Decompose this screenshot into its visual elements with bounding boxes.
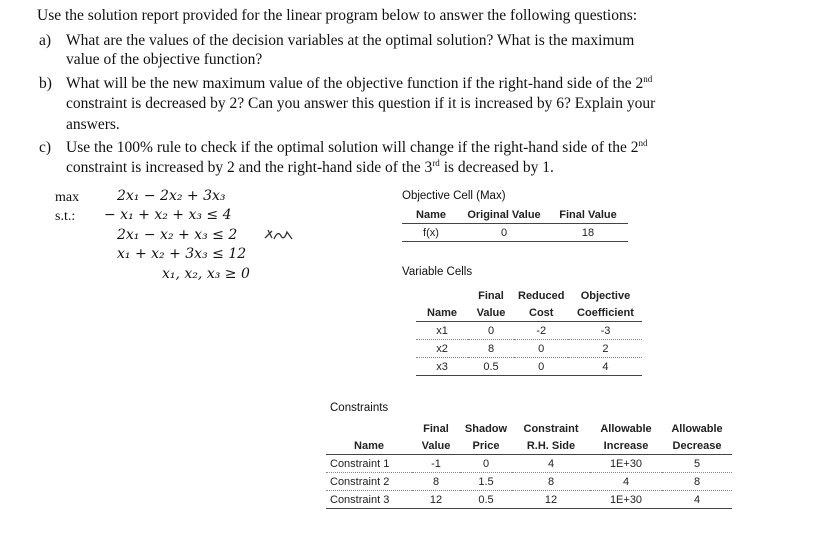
var-x1-reduced-cost: -2 <box>514 322 568 340</box>
con3-final-value: 12 <box>412 491 460 509</box>
question-c-line2: constraint is increased by 2 and the right-hand side of the 3rd is decreased by 1. <box>66 157 554 176</box>
objective-header-original: Original Value <box>460 206 548 224</box>
con-header-decrease: Decrease <box>662 437 732 455</box>
con1-rhs: 4 <box>512 455 590 473</box>
con-header-name: Name <box>326 437 412 455</box>
con-header-price: Price <box>460 437 512 455</box>
var-header-coefficient: Coefficient <box>568 304 642 322</box>
question-b-line2: constraint is decreased by 2? Can you answer this question if it is increased by 6? Explain your <box>66 95 656 112</box>
objective-final-value: 18 <box>548 224 628 242</box>
con-header-top-name <box>326 420 412 437</box>
var-x2-reduced-cost: 0 <box>514 340 568 358</box>
con-header-top-allow-dec: Allowable <box>671 422 723 435</box>
question-b-line3: answers. <box>66 116 120 133</box>
var-x3-reduced-cost: 0 <box>514 358 568 376</box>
con1-allowable-increase: 1E+30 <box>590 455 662 473</box>
con-header-top-constraint: Constraint <box>523 422 579 435</box>
question-a-line1: What are the values of the decision variables at the optimal solution? What is the maximum <box>66 32 635 49</box>
variable-cells-table <box>416 287 642 376</box>
var-header-top-final: Final <box>478 289 504 302</box>
lp-constraint-2: 2x₁ − x₂ + x₃ ≤ 2 <box>117 227 238 243</box>
con-header-top-allow-inc: Allowable <box>600 422 652 435</box>
objective-cell-table <box>402 206 628 242</box>
table-row <box>326 455 732 473</box>
lp-constraint-1: − x₁ + x₂ + x₃ ≤ 4 <box>104 207 232 223</box>
con2-allowable-increase: 4 <box>590 473 662 491</box>
var-header-value: Value <box>468 304 514 322</box>
var-header-cost: Cost <box>514 304 568 322</box>
var-header-top-objective: Objective <box>580 289 631 302</box>
objective-cell-title: Objective Cell (Max) <box>402 190 506 202</box>
table-row <box>416 322 642 340</box>
con3-rhs: 12 <box>512 491 590 509</box>
var-x1-name: x1 <box>416 322 468 340</box>
con1-final-value: -1 <box>412 455 460 473</box>
con3-name: Constraint 3 <box>326 491 412 509</box>
var-x3-name: x3 <box>416 358 468 376</box>
con2-name: Constraint 2 <box>326 473 412 491</box>
objective-original-value: 0 <box>460 224 548 242</box>
lp-constraint-3: x₁ + x₂ + 3x₃ ≤ 12 <box>117 246 247 262</box>
var-header-name: Name <box>416 304 468 322</box>
con-header-top-shadow: Shadow <box>464 422 508 435</box>
constraints-table <box>326 420 732 509</box>
con1-allowable-decrease: 5 <box>662 455 732 473</box>
question-b-label: b) <box>39 75 52 92</box>
var-x2-coefficient: 2 <box>568 340 642 358</box>
lp-st-label: s.t.: <box>55 209 76 224</box>
intro-text: Use the solution report provided for the linear program below to answer the following questions: <box>37 7 638 24</box>
constraints-title: Constraints <box>330 402 389 414</box>
question-a-line2: value of the objective function? <box>66 51 263 68</box>
objective-cell-name: f(x) <box>402 224 460 242</box>
table-row <box>326 491 732 509</box>
con1-name: Constraint 1 <box>326 455 412 473</box>
lp-max-label: max <box>55 190 80 205</box>
question-a-label: a) <box>39 32 52 49</box>
con2-final-value: 8 <box>412 473 460 491</box>
var-header-top-reduced: Reduced <box>518 289 565 302</box>
con3-allowable-increase: 1E+30 <box>590 491 662 509</box>
table-row <box>416 358 642 376</box>
con2-shadow-price: 1.5 <box>460 473 512 491</box>
handwritten-scribble <box>262 227 296 243</box>
lp-objective: 2x₁ − 2x₂ + 3x₃ <box>117 188 226 204</box>
con-header-value: Value <box>412 437 460 455</box>
question-c-label: c) <box>39 139 52 156</box>
table-row <box>416 340 642 358</box>
objective-header-final: Final Value <box>548 206 628 224</box>
var-x3-value: 0.5 <box>468 358 514 376</box>
con3-shadow-price: 0.5 <box>460 491 512 509</box>
con2-allowable-decrease: 8 <box>662 473 732 491</box>
question-b-line1: What will be the new maximum value of the objective function if the right-hand side of the 2nd <box>66 73 653 92</box>
question-c-line1: Use the 100% rule to check if the optimal solution will change if the right-hand side of the 2nd <box>66 137 648 156</box>
objective-header-name: Name <box>402 206 460 224</box>
variable-cells-title: Variable Cells <box>402 266 473 278</box>
con-header-increase: Increase <box>590 437 662 455</box>
var-x2-value: 8 <box>468 340 514 358</box>
var-x1-coefficient: -3 <box>568 322 642 340</box>
con-header-rhs: R.H. Side <box>512 437 590 455</box>
var-x1-value: 0 <box>468 322 514 340</box>
con3-allowable-decrease: 4 <box>662 491 732 509</box>
con2-rhs: 8 <box>512 473 590 491</box>
var-x3-coefficient: 4 <box>568 358 642 376</box>
table-row <box>402 224 628 242</box>
var-header-top-name <box>416 287 468 304</box>
con-header-top-final: Final <box>423 422 449 435</box>
var-x2-name: x2 <box>416 340 468 358</box>
lp-nonnegativity: x₁, x₂, x₃ ≥ 0 <box>162 266 250 282</box>
table-row <box>326 473 732 491</box>
con1-shadow-price: 0 <box>460 455 512 473</box>
